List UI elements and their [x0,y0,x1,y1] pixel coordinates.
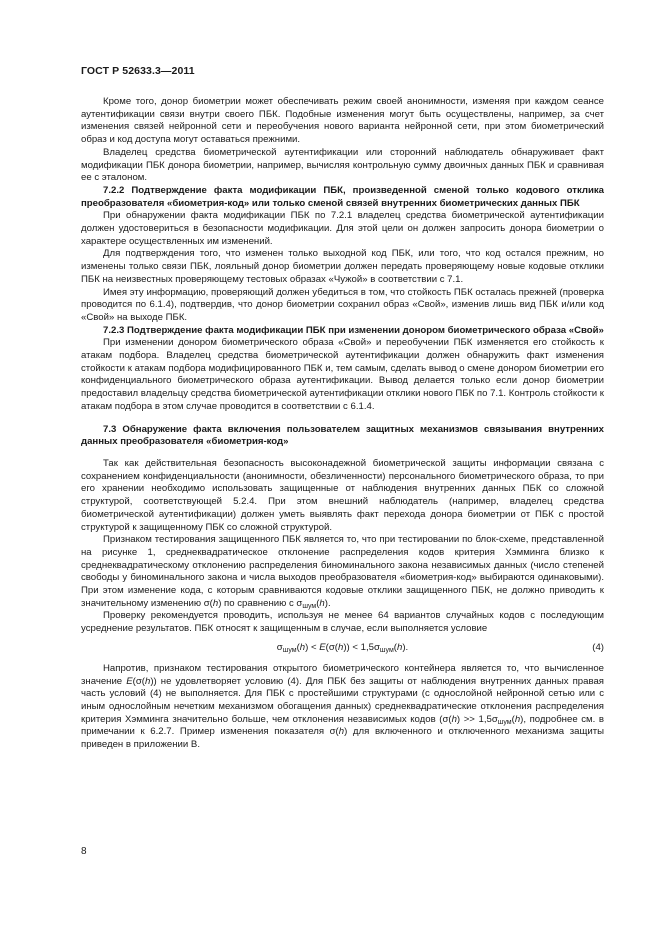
paragraph: При изменении донором биометрического образа «Свой» и переобучении ПБК изменяется его стойкость к атакам подбора. Владелец средства биометрической аутентификации должен обнаружить факт изменения стойкости к атакам подбора модифицированного ПБК и, тем самым, сделать вывод о смене донором биометрии его конфиденциального биометрического образа аутентификации. Вывод делается только если донор биометрии предоставил владельцу средства биометрической аутентификации отклики нового ПБК по 7.1. Контроль стойкости к атакам подбора в этом случае проводится в соответствии с 6.1.4. [81,337,604,412]
paragraph: Напротив, признаком тестирования открытого биометрического контейнера является то, что вычисленное значение E(σ(h)) не удовлетворяет условию (4). Для ПБК без защиты от наблюдения внутренних данных правая часть условий (4) не выполняется. Для ПБК с простейшими структурами (с однослойной нейронной сетью или с иным однослойным нечетким механизмом обогащения данных) среднеквадратические отклонения распределения критерия Хэмминга значительно больше, чем отклонения независимых кодов ($\sigma(h) >> 1,5\sigma_{шум}(h)$, подробнее см. в примечании к 6.2.7. Пример изменения показателя σ(h) для включенного и отключенного механизма защиты приведен в приложении В. [81,662,604,751]
paragraph: Имея эту информацию, проверяющий должен убедиться в том, что стойкость ПБК осталась прежней (проверка проводится по 6.1.4), подтвердив, что донор биометрии сохранил образ «Свой», изменив лишь вид ПБК и/или код «Свой» на выходе ПБК. [81,286,604,323]
paragraph: Для подтверждения того, что изменен только выходной код ПБК, или того, что код остался прежним, но изменены только связи ПБК, лояльный донор биометрии должен передать проверяющему новые кодовые отклики ПБК на неизвестных проверяющему тестовых образах «Чужой» в соответствии с 7.1. [81,248,604,285]
page-content [81,96,604,752]
paragraph: Владелец средства биометрической аутентификации или сторонний наблюдатель обнаруживает факт модификации ПБК донора биометрии, например, вычисляя контрольную сумму двоичных данных ПБК и сравнивая ее с эталоном. [81,146,604,184]
paragraph: Признаком тестирования защищенного ПБК является то, что при тестировании по блок-схеме, представленной на рисунке 1, среднеквадратическое отклонение распределения кодов критерия Хэмминга близко к среднеквадратическому отклонению распределения биноминального закона независимых данных (число степеней свободы у биноминального закона и числа выходов преобразователя «биометрия-код» выбираются одинаковыми). При этом изменение кода, с которым сравниваются кодовые отклики защищенного ПБК, не должно приводить к значительному изменению σ(h) по сравнению с $\sigma_{шум}(h)$. [81,534,604,610]
subsection-heading-7-2-2: 7.2.2 Подтверждение факта модификации ПБК, произведенной сменой только кодового отклика преобразователя «биометрия-код» или только сменой связей внутренних биометрических данных ПБК [81,184,604,209]
subsection-heading-7-2-3: 7.2.3 Подтверждение факта модификации ПБК при изменении донором биометрического образа «Свой» [103,324,604,336]
page-number: 8 [81,846,87,857]
paragraph: При обнаружении факта модификации ПБК по 7.2.1 владелец средства биометрической аутентификации должен удостовериться в безопасности модификации. Для этой цели он должен запросить донора биометрии о характере осуществленных им изменений. [81,210,604,247]
paragraph: Так как действительная безопасность высоконадежной биометрической защиты информации связана с сохранением конфиденциальности (анонимности, обезличенности) персонального биометрического образа, то при его хранении необходимо использовать защищенные от наблюдения внутренних данных ПБК со сложной структурой, соответствующей 5.2.4. При этом внешний наблюдатель (например, владелец средства биометрической аутентификации) должен уметь выявлять факт перехода донора биометрии от ПБК с простой структурой к защищенному ПБК со сложной структурой. [81,457,604,533]
formula-4 [81,639,604,659]
standard-header: ГОСТ Р 52633.3—2011 [81,65,195,77]
formula-number: (4) [592,641,604,653]
paragraph: Кроме того, донор биометрии может обеспечивать режим своей анонимности, изменяя при каждом сеансе аутентификации связи внутри своего ПБК. Подобные изменения могут быть осуществлены, например, за счет изменения связей нейронной сети и переобучения нового варианта нейронной сети, при этом биометрический образ и код доступа могут оставаться прежними. [81,96,604,146]
paragraph: Проверку рекомендуется проводить, используя не менее 64 вариантов случайных кодов с последующим усреднение результатов. ПБК относят к защищенным в случае, если выполняется условие [81,610,604,635]
section-heading-7-3: 7.3 Обнаружение факта включения пользователем защитных механизмов связывания внутренних данных преобразователя «биометрия-код» [81,423,604,448]
formula-expression: $\sigma_{шум}(h) < E(\sigma(h)) < 1,5\sigma_{шум}(h)$. [276,641,409,654]
